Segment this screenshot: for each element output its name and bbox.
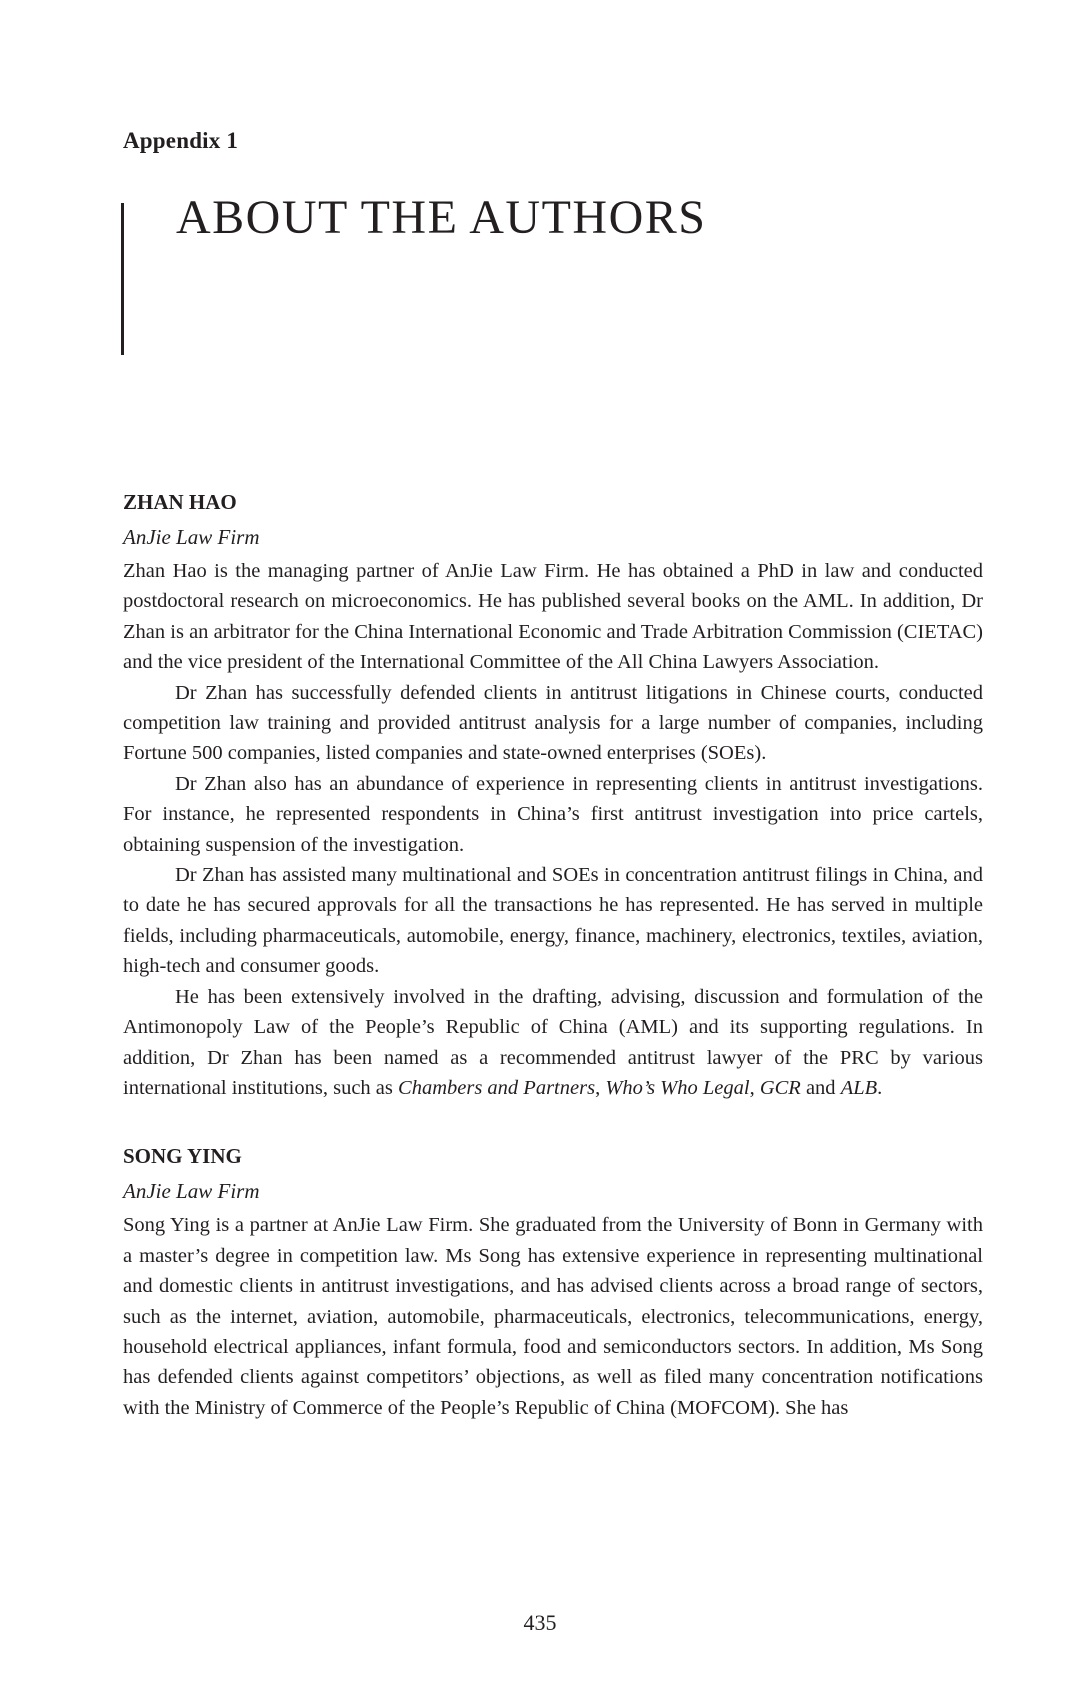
page-number: 435 [523,1610,557,1635]
author-paragraph: Zhan Hao is the managing partner of AnJie Law Firm. He has obtained a PhD in law and conducted postdoctoral research on microeconomics. He has published several books on the AML. In addition, Dr Zhan is an arbitrator for the China International Economic and Trade Arbitration Commission (CIETAC) and the vice president of the International Committee of the All China Lawyers Association. [123,560,983,674]
publication-title: Who’s Who Legal [605,1076,750,1099]
title-vertical-rule [121,203,124,355]
publication-title: GCR [759,1076,801,1099]
publication-title: ALB [840,1076,878,1099]
separator: , [595,1076,606,1099]
author-firm: AnJie Law Firm [123,525,260,549]
separator: and [800,1076,841,1099]
author-song-ying [123,1141,983,1423]
publication-title: Chambers and Partners [398,1076,596,1099]
author-paragraph: Dr Zhan has assisted many multinational and SOEs in concentration antitrust filings in China, and to date he has secured approvals for all the transactions he has represented. He has served in multiple fields, including pharmaceuticals, automobile, energy, finance, machinery, electronics, textiles, aviation, high-tech and consumer goods. [123,864,983,978]
author-zhan-hao [123,487,983,1103]
paragraph-text: . [877,1076,883,1099]
appendix-label: Appendix 1 [123,128,239,153]
author-firm: AnJie Law Firm [123,1179,260,1204]
author-paragraph: Dr Zhan also has an abundance of experience in representing clients in antitrust investigations. For instance, he represented respondents in China’s first antitrust investigation into price cartels, obtaining suspension of the investigation. [123,772,983,856]
author-name: ZHAN HAO [123,490,237,514]
page-title: ABOUT THE AUTHORS [176,191,707,244]
authors-content [123,487,983,1461]
separator: , [749,1076,760,1099]
paragraph-text: He has been extensively involved in the drafting, advising, discussion and formulation of the Antimonopoly Law of the People’s Republic of China (AML) and its supporting regulations. In addition, Dr Zhan has been named as a recommended antitrust lawyer of the PRC by various international institutions, such as [123,985,983,1099]
author-paragraph: Dr Zhan has successfully defended clients in antitrust litigations in Chinese courts, conducted competition law training and provided antitrust analysis for a large number of companies, including Fortune 500 companies, listed companies and state-owned enterprises (SOEs). [123,681,983,765]
author-paragraph: Song Ying is a partner at AnJie Law Firm. She graduated from the University of Bonn in Germany with a master’s degree in competition law. Ms Song has extensive experience in representing multinational and domestic clients in antitrust investigations, and has advised clients across a broad range of sectors, such as the internet, aviation, automobile, pharmaceuticals, electronics, telecommunications, energy, household electrical appliances, infant formula, food and semiconductors sectors. In addition, Ms Song has defended clients against competitors’ objections, as well as filed many concentration notifications with the Ministry of Commerce of the People’s Republic of China (MOFCOM). She has [123,1214,983,1419]
author-paragraph-with-citations [123,982,983,1104]
author-name: SONG YING [123,1144,242,1169]
